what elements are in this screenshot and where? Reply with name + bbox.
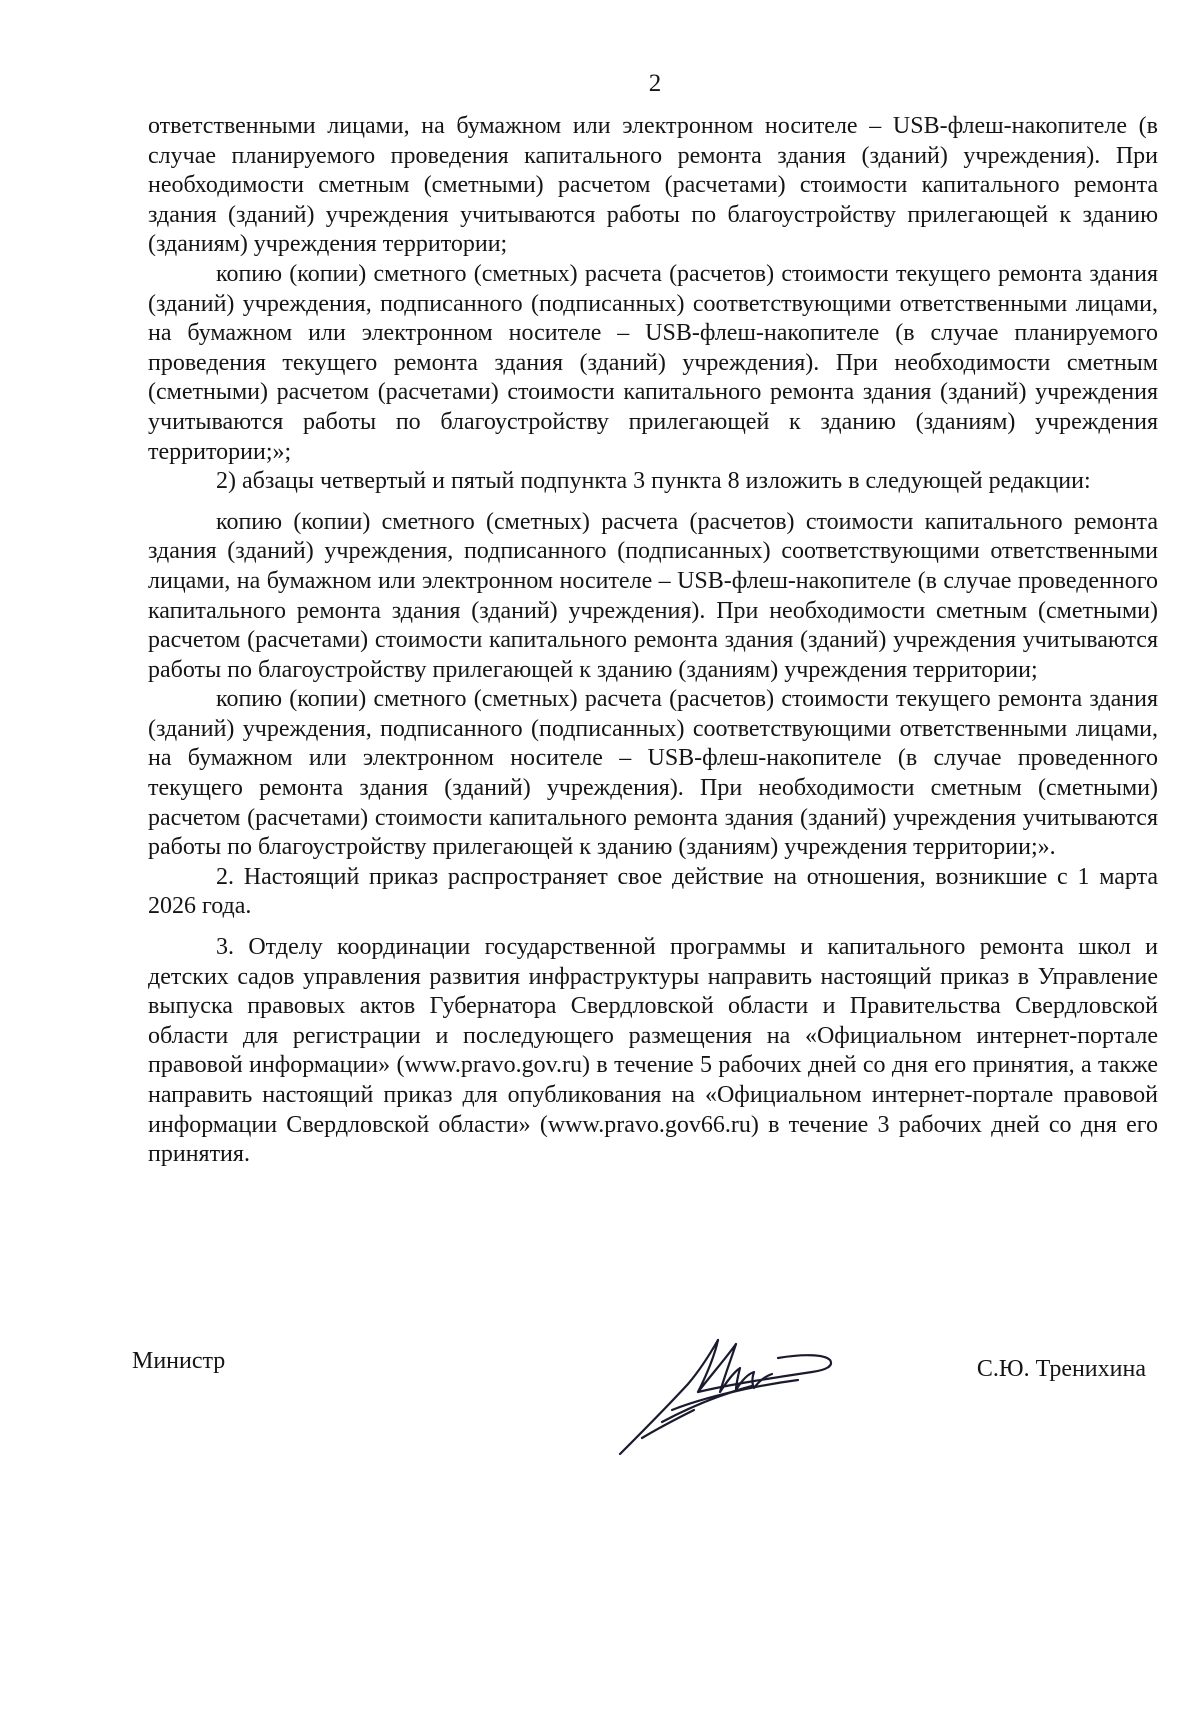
handwritten-signature [602,1314,852,1464]
paragraph-publication-order: 3. Отделу координации государственной программы и капитального ремонта школ и детских садов управления развития инфраструктуры направить настоящий приказ в Управление выпуска правовых актов Губернатора Свердловской области и Правительства Свердловской области для регистрации и последующего размещения на «Официальном интернет-портале правовой информации» (www.pravo.gov.ru) в течение 5 рабочих дней со дня его принятия, а также направить настоящий приказ для опубликования на «Официальном интернет-портале правовой информации Свердловской области» (www.pravo.gov66.ru) в течение 3 рабочих дней со дня его принятия. [148,934,1158,1168]
paragraph-amendment-2: 2) абзацы четвертый и пятый подпункта 3 пункта 8 изложить в следующей редакции: [216,468,1091,495]
signatory-name: С.Ю. Тренихина [976,1356,1146,1382]
signatory-title: Министр [132,1348,226,1374]
paragraph-current-repair-estimate: копию (копии) сметного (сметных) расчета (расчетов) стоимости текущего ремонта здания (зданий) учреждения, подписанного (подписанных) соответствующими ответственными лицами, на бумажном или электронном носителе – USB-флеш-накопителе (в случае планируемого проведения текущего ремонта здания (зданий) учреждения). При необходимости сметным (сметными) расчетом (расчетами) стоимости капитального ремонта здания (зданий) учреждения учитываются работы по благоустройству прилегающей к зданию (зданиям) учреждения территории;»; [148,260,1158,465]
paragraph-capital-repair-estimate: копию (копии) сметного (сметных) расчета (расчетов) стоимости капитального ремонта здания (зданий) учреждения, подписанного (подписанных) соответствующими ответственными лицами, на бумажном или электронном носителе – USB-флеш-накопителе (в случае проведенного капитального ремонта здания (зданий) учреждения). При необходимости сметным (сметными) расчетом (расчетами) стоимости капитального ремонта здания (зданий) учреждения учитываются работы по благоустройству прилегающей к зданию (зданиям) учреждения территории; [148,508,1158,683]
paragraph-continuation: ответственными лицами, на бумажном или электронном носителе – USB-флеш-накопителе (в случае планируемого проведения капитального ремонта здания (зданий) учреждения). При необходимости сметным (сметными) расчетом (расчетами) стоимости капитального ремонта здания (зданий) учреждения учитываются работы по благоустройству прилегающей к зданию (зданиям) учреждения территории; [148,113,1158,258]
document-body [148,112,1158,1170]
signature-block [132,1342,1146,1462]
paragraph-completed-current-repair: копию (копии) сметного (сметных) расчета (расчетов) стоимости текущего ремонта здания (зданий) учреждения, подписанного (подписанных) соответствующими ответственными лицами, на бумажном или электронном носителе – USB-флеш-накопителе (в случае проведенного текущего ремонта здания (зданий) учреждения). При необходимости сметным (сметными) расчетом (расчетами) стоимости капитального ремонта здания (зданий) учреждения учитываются работы по благоустройству прилегающей к зданию (зданиям) учреждения территории;». [148,686,1158,861]
paragraph-effective-date: 2. Настоящий приказ распространяет свое действие на отношения, возникшие с 1 марта 2026 года. [148,863,1158,920]
page-number: 2 [648,70,662,97]
